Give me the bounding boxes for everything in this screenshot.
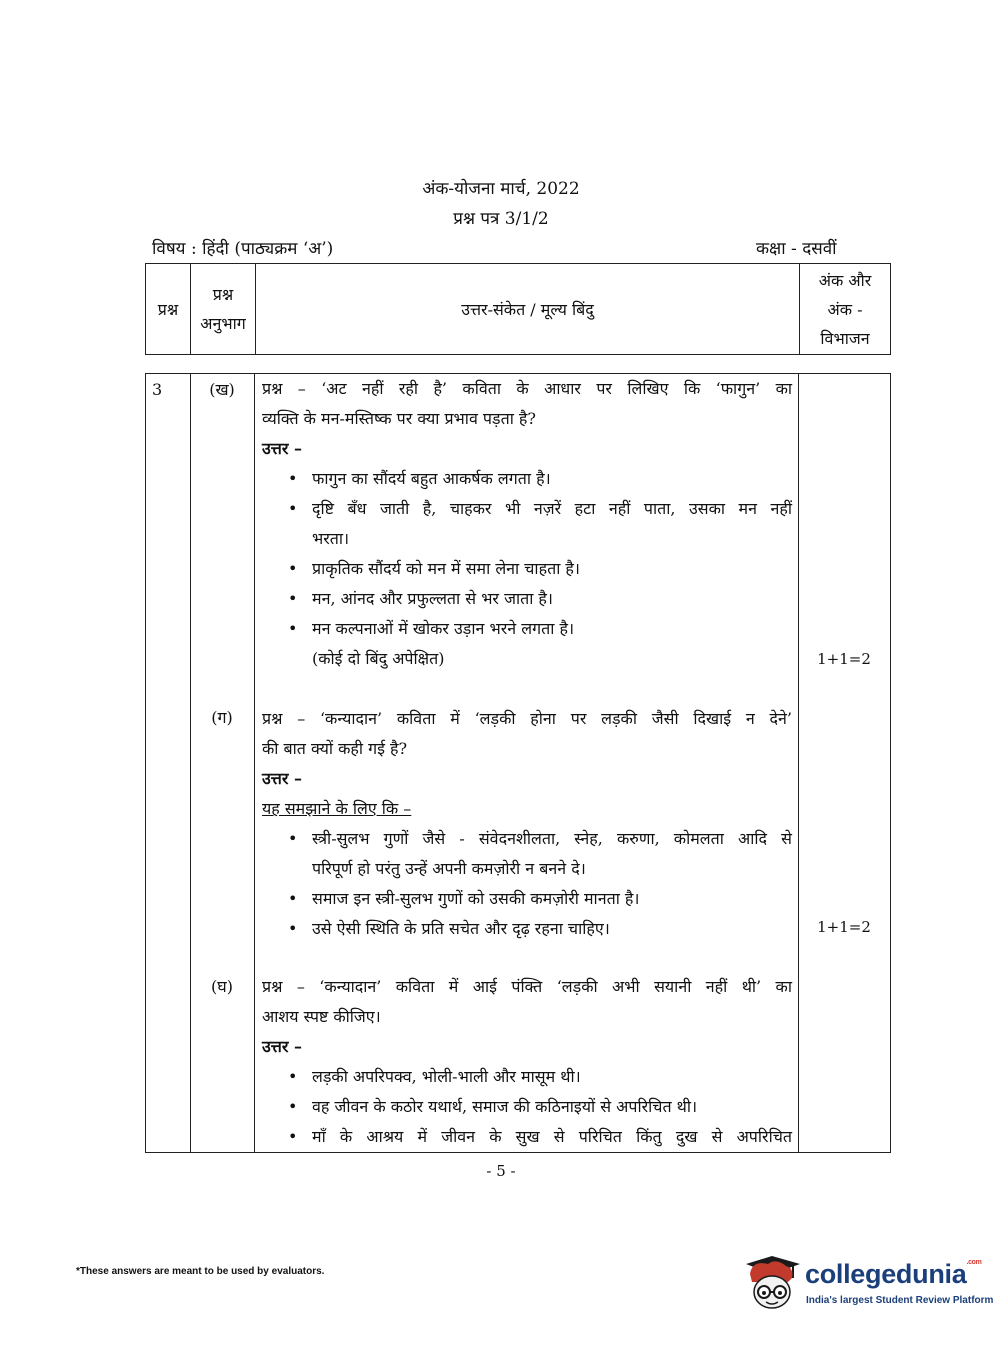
answer-lead: यह समझाने के लिए कि – (262, 799, 412, 818)
brand-name: collegedunia$^{.com}$ (805, 1259, 982, 1289)
answer-points (262, 464, 792, 644)
answer-label: उत्तर – (262, 439, 302, 458)
list-item: • मन, आंनद और प्रफुल्लता से भर जाता है। (262, 584, 792, 614)
paper-code: प्रश्न पत्र 3/1/2 (453, 209, 549, 229)
col-answer-hints: उत्तर-संकेत / मूल्य बिंदु (256, 264, 800, 355)
col-section: प्रश्न अनुभाग (191, 264, 256, 355)
question-number: 3 (152, 380, 163, 399)
col-question: प्रश्न (146, 264, 191, 355)
list-item: • दृष्टि बँध जाती है, चाहकर भी नज़रें हटा नहीं पाता, उसका मन नहीं (262, 494, 792, 524)
table-header (145, 263, 891, 355)
brand-tagline: India's largest Student Review Platform (806, 1295, 994, 1306)
answer-label: उत्तर – (262, 769, 302, 788)
list-item: • स्त्री-सुलभ गुणों जैसे - संवेदनशीलता, स्नेह, करुणा, कोमलता आदि से (262, 824, 792, 854)
list-item: • वह जीवन के कठोर यथार्थ, समाज की कठिनाइयों से अपरिचित थी। (262, 1092, 792, 1122)
footnote: *These answers are meant to be used by evaluators. (76, 1266, 325, 1277)
answer-points (262, 1062, 792, 1152)
list-item-continuation: भरता। (312, 529, 350, 548)
question-text: प्रश्न – ‘कन्यादान’ कविता में आई पंक्ति ‘लड़की अभी सयानी नहीं थी’ का (262, 977, 792, 996)
page-title: अंक-योजना मार्च, 2022 (422, 179, 580, 199)
part-label: (घ) (211, 977, 233, 996)
col-marks: अंक और अंक - विभाजन (800, 264, 891, 355)
list-item-continuation: परिपूर्ण हो परंतु उन्हें अपनी कमज़ोरी न बनने दे। (312, 859, 586, 878)
list-item: • माँ के आश्रय में जीवन के सुख से परिचित किंतु दुख से अपरिचित (262, 1122, 792, 1152)
marks-value: 1+1=2 (817, 918, 871, 936)
list-item: • मन कल्पनाओं में खोकर उड़ान भरने लगता है। (262, 614, 792, 644)
note-text: (कोई दो बिंदु अपेक्षित) (312, 649, 445, 668)
question-text: प्रश्न – ‘कन्यादान’ कविता में ‘लड़की होना पर लड़की जैसी दिखाई न देने’ (262, 709, 792, 728)
part-kh-content (262, 374, 792, 674)
page-number: - 5 - (486, 1162, 516, 1180)
list-item: • उसे ऐसी स्थिति के प्रति सचेत और दृढ़ रहना चाहिए। (262, 914, 792, 944)
part-label: (ख) (209, 380, 235, 399)
list-item: • लड़की अपरिपक्व, भोली-भाली और मासूम थी। (262, 1062, 792, 1092)
class-label: कक्षा - दसवीं (756, 239, 837, 259)
answer-label: उत्तर – (262, 1037, 302, 1056)
list-item: • प्राकृतिक सौंदर्य को मन में समा लेना चाहता है। (262, 554, 792, 584)
part-label: (ग) (211, 708, 233, 727)
question-text: व्यक्ति के मन-मस्तिष्क पर क्या प्रभाव पड़ता है? (262, 409, 537, 428)
answer-points (262, 824, 792, 944)
marks-value: 1+1=2 (817, 650, 871, 668)
part-gha-content (262, 972, 792, 1152)
question-text: की बात क्यों कही गई है? (262, 739, 408, 758)
answer-table (145, 373, 891, 1153)
list-item: • समाज इन स्त्री-सुलभ गुणों को उसकी कमज़ोरी मानता है। (262, 884, 792, 914)
question-text: आशय स्पष्ट कीजिए। (262, 1007, 381, 1026)
part-ga-content (262, 704, 792, 944)
question-text: प्रश्न – ‘अट नहीं रही है’ कविता के आधार पर लिखिए कि ‘फागुन’ का (262, 379, 792, 398)
subject-label: विषय : हिंदी (पाठ्यक्रम ‘अ’) (152, 239, 334, 259)
list-item: • फागुन का सौंदर्य बहुत आकर्षक लगता है। (262, 464, 792, 494)
